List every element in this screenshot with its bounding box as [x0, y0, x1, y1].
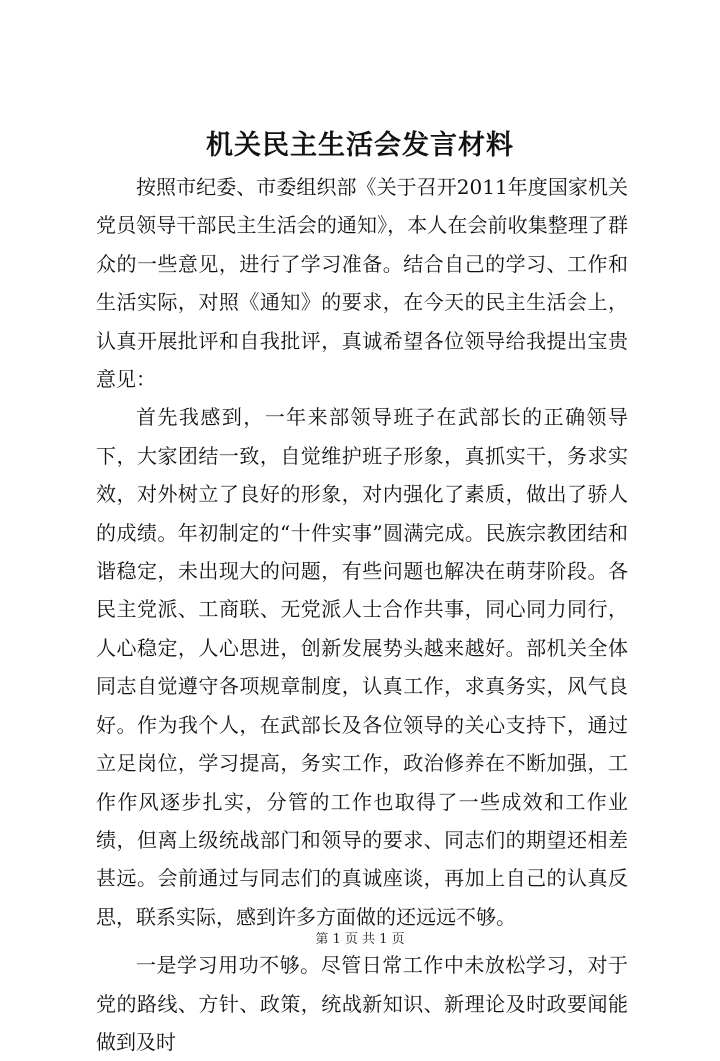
document-body — [96, 168, 628, 1061]
paragraph-overview: 首先我感到，一年来部领导班子在武部长的正确领导下，大家团结一致，自觉维护班子形象，真抓实干，务求实效，对外树立了良好的形象，对内强化了素质，做出了骄人的成绩。年初制定的“十件实事”圆满完成。民族宗教团结和谐稳定，未出现大的问题，有些问题也解决在萌芽阶段。各民主党派、工商联、无党派人士合作共事，同心同力同行，人心稳定，人心思进，创新发展势头越来越好。部机关全体同志自觉遵守各项规章制度，认真工作，求真务实，风气良好。作为我个人，在武部长及各位领导的关心支持下，通过立足岗位，学习提高，务实工作，政治修养在不断加强，工作作风逐步扎实，分管的工作也取得了一些成效和工作业绩，但离上级统战部门和领导的要求、同志们的期望还相差甚远。会前通过与同志们的真诚座谈，再加上自己的认真反思，联系实际，感到许多方面做的还远远不够。 — [96, 405, 628, 929]
page-footer: 第 1 页 共 1 页 — [315, 932, 405, 947]
paragraph-point-one: 一是学习用功不够。尽管日常工作中未放松学习，对于党的路线、方针、政策，统战新知识、新理论及时政要闻能做到及时 — [96, 953, 628, 1054]
document-title: 机关民主生活会发言材料 — [206, 130, 514, 161]
paragraph-intro: 按照市纪委、市委组织部《关于召开2011年度国家机关党员领导干部民主生活会的通知》，本人在会前收集整理了群众的一些意见，进行了学习准备。结合自己的学习、工作和生活实际，对照《通知》的要求，在今天的民主生活会上，认真开展批评和自我批评，真诚希望各位领导给我提出宝贵意见： — [96, 175, 628, 392]
